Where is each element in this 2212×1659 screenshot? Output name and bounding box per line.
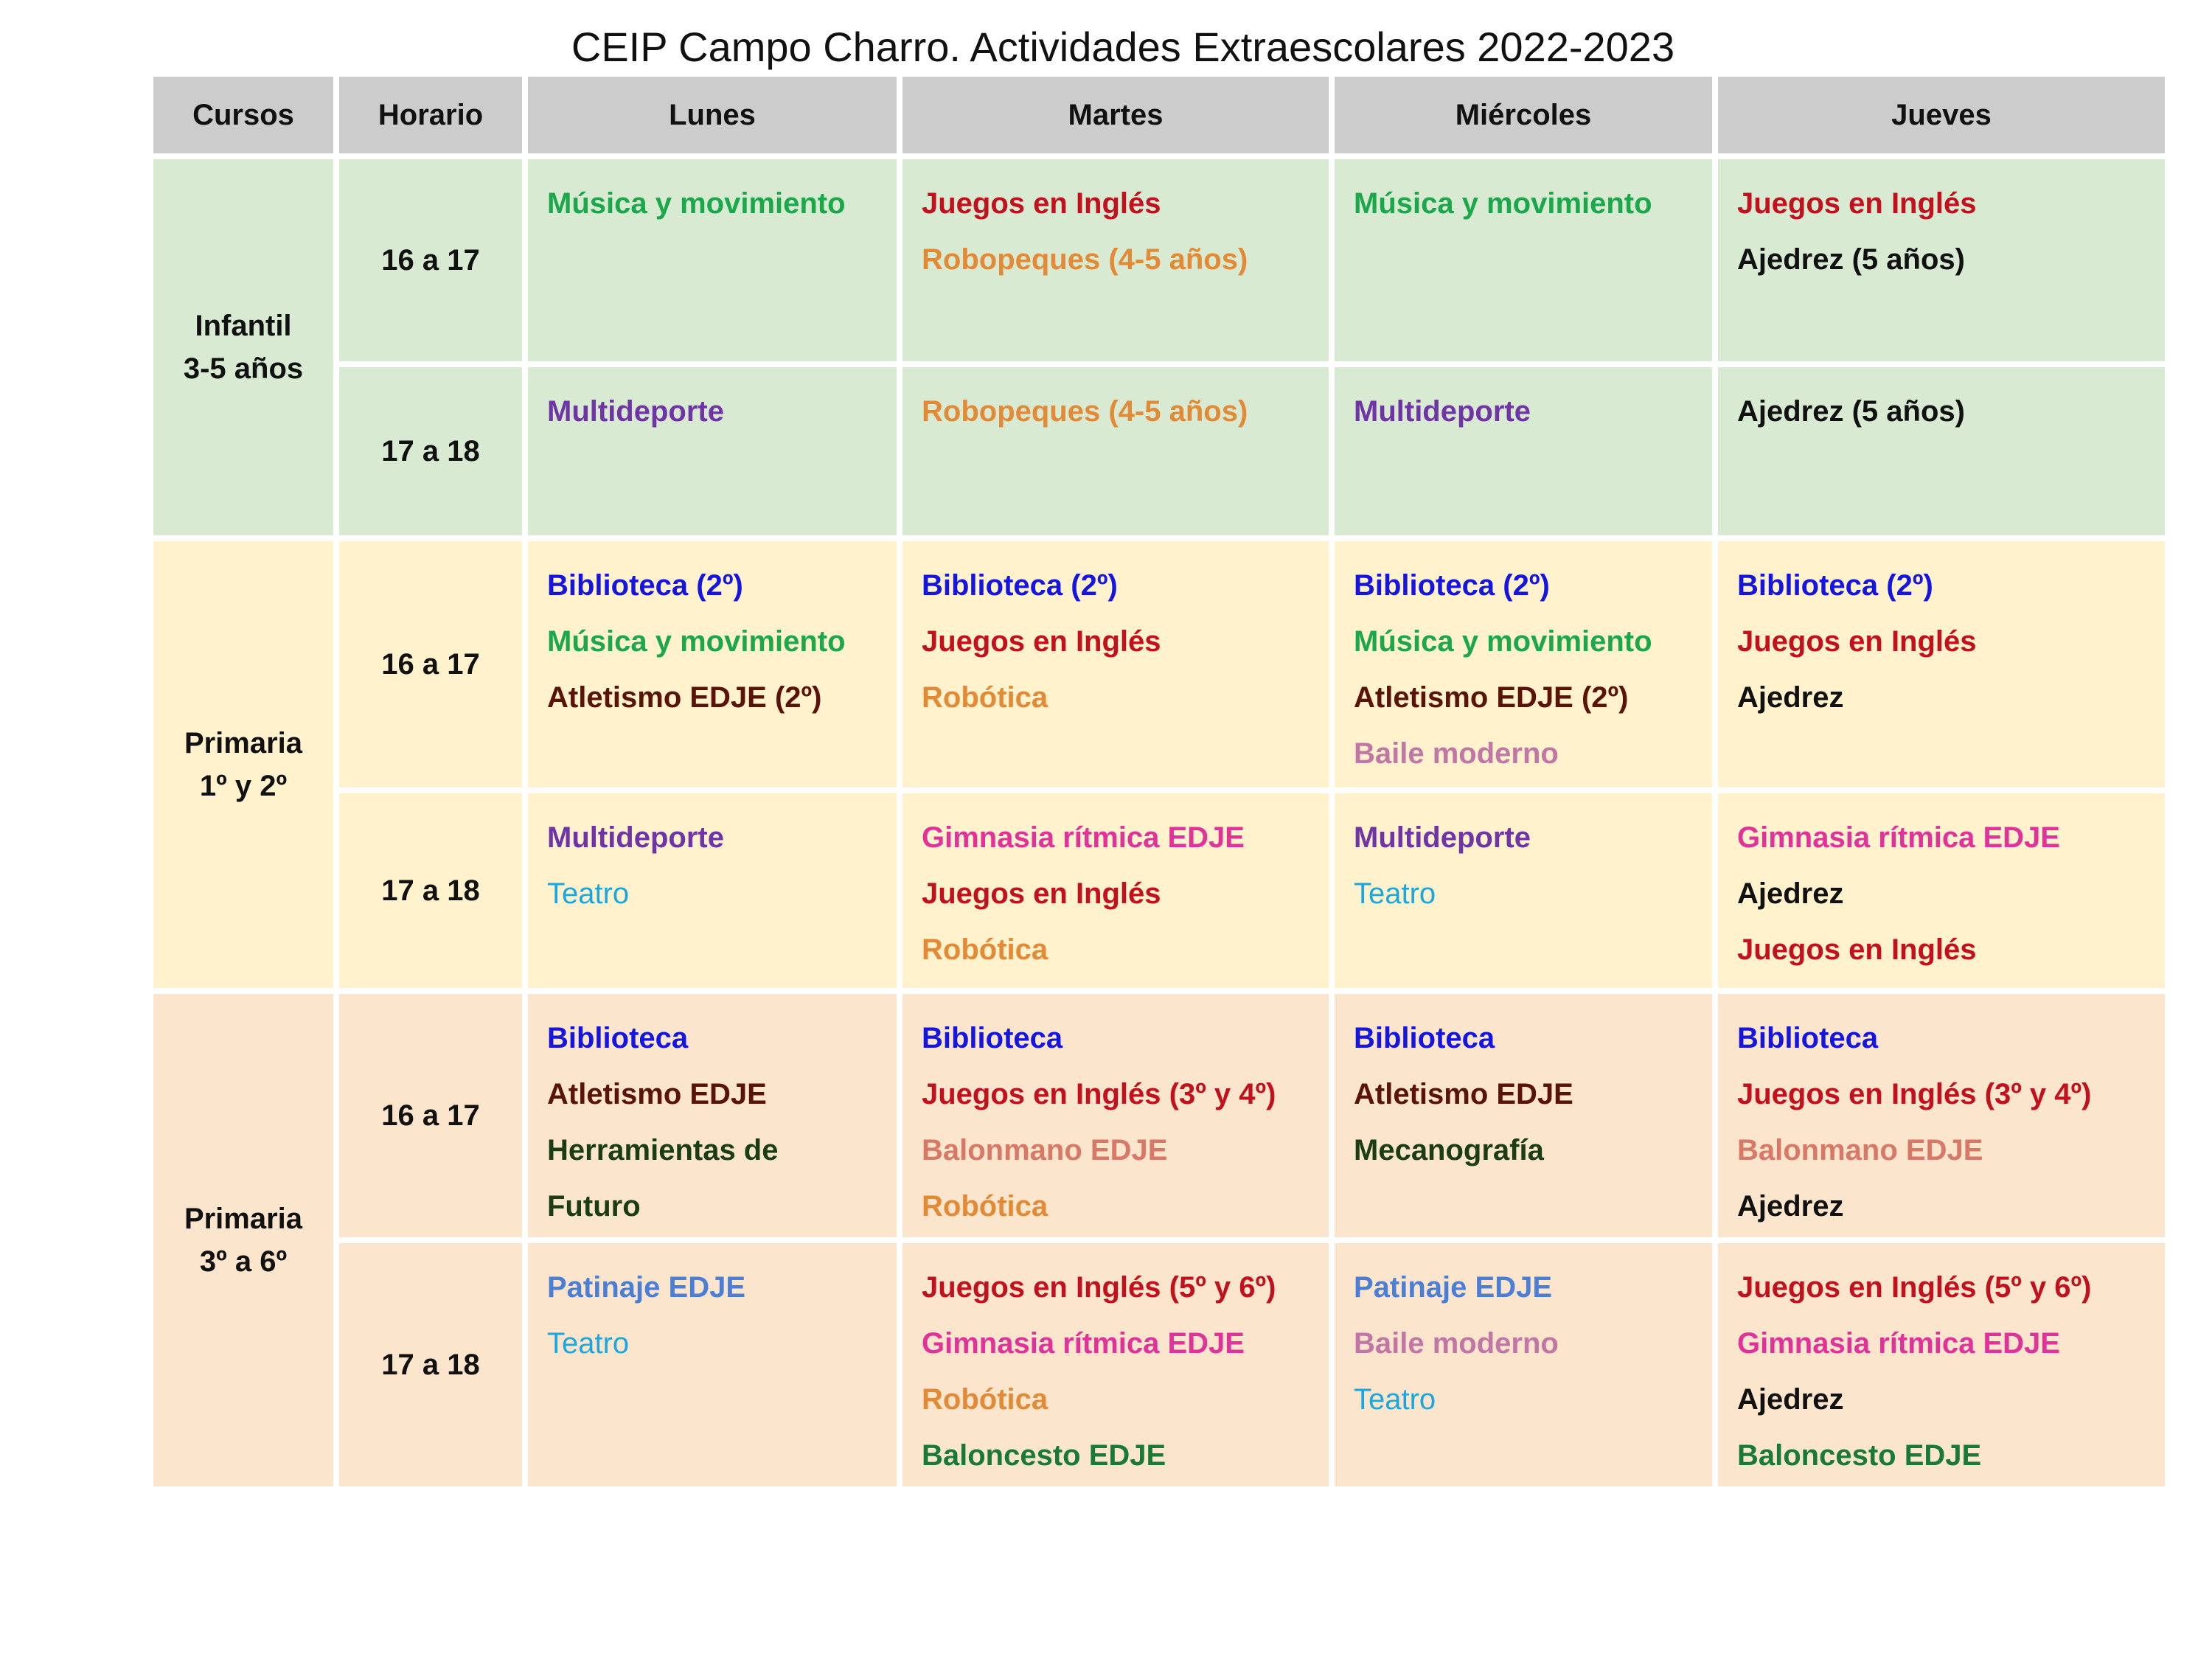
activity-item: Música y movimiento <box>547 187 846 220</box>
course-label-line: 3-5 años <box>183 352 304 385</box>
activity-item: Juegos en Inglés (5º y 6º) <box>1737 1271 2092 1304</box>
activity-item: Ajedrez (5 años) <box>1737 243 1965 276</box>
activity-item: Gimnasia rítmica EDJE <box>1737 821 2060 854</box>
schedule-row-primaria-3-6-1 <box>153 994 2165 1237</box>
course-label-line: Infantil <box>195 310 292 342</box>
activity-item: Ajedrez <box>1737 681 1844 714</box>
schedule-table <box>147 71 2171 1492</box>
activity-item: Patinaje EDJE <box>1354 1271 1553 1304</box>
schedule-row-primaria-1-2-1 <box>153 541 2165 787</box>
activity-item: Baile moderno <box>1354 1327 1559 1360</box>
activity-item: Atletismo EDJE <box>547 1078 767 1110</box>
activity-item: Ajedrez <box>1737 877 1844 910</box>
activity-cell-lunes <box>528 159 897 361</box>
activity-item: Patinaje EDJE <box>547 1271 746 1304</box>
activity-item: Robótica <box>922 1190 1048 1222</box>
activity-item: Juegos en Inglés <box>922 187 1161 220</box>
activity-cell-miercoles <box>1335 994 1712 1237</box>
activity-item: Juegos en Inglés <box>922 877 1161 910</box>
schedule-row-primaria-3-6-2 <box>153 1243 2165 1486</box>
activity-item: Teatro <box>1354 1383 1436 1416</box>
header-martes: Martes <box>902 77 1329 153</box>
activity-cell-lunes <box>528 1243 897 1486</box>
activity-item: Teatro <box>547 877 630 910</box>
activity-item: Baloncesto EDJE <box>1737 1439 1982 1472</box>
header-jueves: Jueves <box>1718 77 2165 153</box>
activity-item: Juegos en Inglés <box>1737 933 1977 966</box>
activity-item: Baile moderno <box>1354 737 1559 770</box>
course-label-line: 3º a 6º <box>199 1245 288 1278</box>
activity-item: Atletismo EDJE (2º) <box>547 681 822 714</box>
course-cell-infantil <box>153 159 333 535</box>
header-row <box>153 77 2165 153</box>
activity-cell-miercoles <box>1335 541 1712 787</box>
activity-item: Juegos en Inglés (3º y 4º) <box>1737 1078 2092 1110</box>
activity-item: Juegos en Inglés (3º y 4º) <box>922 1078 1276 1110</box>
activity-cell-martes <box>902 994 1329 1237</box>
activity-item: Gimnasia rítmica EDJE <box>922 821 1245 854</box>
schedule-row-primaria-1-2-2 <box>153 793 2165 988</box>
activity-cell-martes <box>902 793 1329 988</box>
activity-cell-miercoles <box>1335 793 1712 988</box>
activity-item: Multideporte <box>547 821 724 854</box>
activity-cell-martes <box>902 541 1329 787</box>
activity-cell-jueves <box>1718 1243 2165 1486</box>
activity-cell-jueves <box>1718 541 2165 787</box>
activity-item: Mecanografía <box>1354 1134 1544 1166</box>
activity-item: Biblioteca <box>1354 1022 1495 1054</box>
time-slot: 16 a 17 <box>339 159 522 361</box>
activity-item: Biblioteca <box>547 1022 689 1054</box>
activity-item: Biblioteca (2º) <box>1737 569 1933 602</box>
activity-item: Robopeques (4-5 años) <box>922 395 1248 428</box>
activity-cell-lunes <box>528 367 897 535</box>
activity-item: Robótica <box>922 1383 1048 1416</box>
activity-item: Gimnasia rítmica EDJE <box>1737 1327 2060 1360</box>
activity-cell-jueves <box>1718 159 2165 361</box>
activity-cell-lunes <box>528 793 897 988</box>
activity-cell-miercoles <box>1335 159 1712 361</box>
activity-item: Teatro <box>1354 877 1436 910</box>
activity-cell-miercoles <box>1335 367 1712 535</box>
activity-cell-lunes <box>528 541 897 787</box>
activity-item: Futuro <box>547 1190 641 1222</box>
activity-item: Música y movimiento <box>547 625 846 658</box>
schedule-row-infantil-2 <box>153 367 2165 535</box>
activity-cell-martes <box>902 1243 1329 1486</box>
activity-item: Multideporte <box>1354 821 1531 854</box>
course-label-line: 1º y 2º <box>199 770 288 802</box>
activity-item: Ajedrez <box>1737 1190 1844 1222</box>
course-label-line: Primaria <box>184 1203 303 1235</box>
header-cursos: Cursos <box>153 77 333 153</box>
activity-item: Música y movimiento <box>1354 187 1652 220</box>
header-horario: Horario <box>339 77 522 153</box>
page-title: CEIP Campo Charro. Actividades Extraescolares 2022-2023 <box>571 24 1675 70</box>
activity-item: Biblioteca <box>922 1022 1063 1054</box>
schedule-body <box>153 159 2165 1486</box>
time-slot: 17 a 18 <box>339 367 522 535</box>
activity-item: Juegos en Inglés (5º y 6º) <box>922 1271 1276 1304</box>
activity-item: Juegos en Inglés <box>1737 187 1977 220</box>
activity-item: Juegos en Inglés <box>922 625 1161 658</box>
header-lunes: Lunes <box>528 77 897 153</box>
activity-item: Ajedrez (5 años) <box>1737 395 1965 428</box>
activity-item: Música y movimiento <box>1354 625 1652 658</box>
activity-item: Balonmano EDJE <box>1737 1134 1983 1166</box>
time-slot: 17 a 18 <box>339 793 522 988</box>
activity-item: Multideporte <box>1354 395 1531 428</box>
activity-cell-jueves <box>1718 793 2165 988</box>
activity-item: Robótica <box>922 933 1048 966</box>
activity-cell-martes <box>902 159 1329 361</box>
time-slot: 16 a 17 <box>339 541 522 787</box>
activity-item: Atletismo EDJE <box>1354 1078 1573 1110</box>
activity-item: Baloncesto EDJE <box>922 1439 1166 1472</box>
header-miercoles: Miércoles <box>1335 77 1712 153</box>
activity-item: Biblioteca <box>1737 1022 1879 1054</box>
activity-item: Biblioteca (2º) <box>547 569 743 602</box>
activity-item: Balonmano EDJE <box>922 1134 1168 1166</box>
activity-cell-martes <box>902 367 1329 535</box>
activity-item: Robopeques (4-5 años) <box>922 243 1248 276</box>
course-cell-primaria-3-6 <box>153 994 333 1486</box>
activity-cell-miercoles <box>1335 1243 1712 1486</box>
time-slot: 17 a 18 <box>339 1243 522 1486</box>
time-slot: 16 a 17 <box>339 994 522 1237</box>
activity-item: Multideporte <box>547 395 724 428</box>
activity-cell-lunes <box>528 994 897 1237</box>
activity-item: Ajedrez <box>1737 1383 1844 1416</box>
activity-item: Atletismo EDJE (2º) <box>1354 681 1629 714</box>
course-cell-primaria-1-2 <box>153 541 333 988</box>
activity-cell-jueves <box>1718 994 2165 1237</box>
schedule-row-infantil-1 <box>153 159 2165 361</box>
activity-item: Robótica <box>922 681 1048 714</box>
course-label-line: Primaria <box>184 727 303 759</box>
activity-item: Herramientas de <box>547 1134 779 1166</box>
activity-item: Teatro <box>547 1327 630 1360</box>
activity-item: Biblioteca (2º) <box>1354 569 1550 602</box>
activity-item: Biblioteca (2º) <box>922 569 1118 602</box>
activity-cell-jueves <box>1718 367 2165 535</box>
activity-item: Juegos en Inglés <box>1737 625 1977 658</box>
activity-item: Gimnasia rítmica EDJE <box>922 1327 1245 1360</box>
